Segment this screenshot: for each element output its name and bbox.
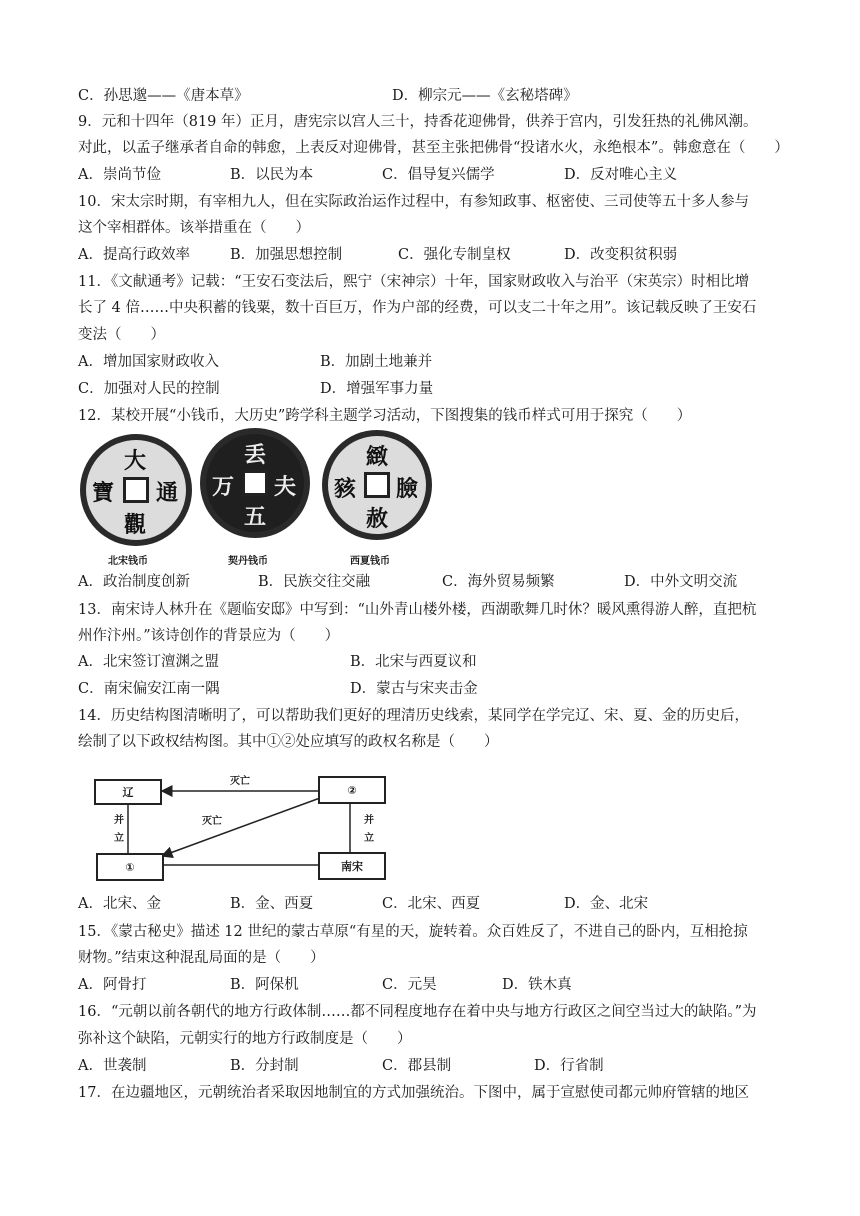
label-bing-li-1: 并立	[114, 815, 124, 844]
q12-option-a: A．政治制度创新	[78, 574, 190, 590]
coin-char: 觀	[124, 512, 147, 538]
q9-stem-2: 对此，以孟子继承者自命的韩愈，上表反对迎佛骨，甚至主张把佛骨“投诸水火，永绝根本”。韩愈意在（ ）	[78, 140, 789, 156]
q11-option-d: D．增强军事力量	[320, 381, 434, 397]
coin-char: 丢	[244, 442, 267, 468]
q10-option-d: D．改变积贫积弱	[564, 247, 678, 263]
q14-stem-2: 绘制了以下政权结构图。其中①②处应填写的政权名称是（ ）	[78, 734, 499, 750]
q15-option-b: B．阿保机	[230, 977, 299, 993]
coin-char: 万	[212, 474, 235, 500]
q15-option-c: C．元昊	[382, 977, 437, 993]
coin-caption: 西夏钱币	[350, 556, 390, 567]
q12-stem: 12．某校开展“小钱币，大历史”跨学科主题学习活动，下图搜集的钱币样式可用于探究（ ）	[78, 408, 692, 424]
q9-option-a: A．崇尚节俭	[78, 167, 161, 183]
q14-option-d: D．金、北宋	[564, 896, 649, 912]
coin-char: 大	[124, 448, 147, 474]
label-mie-wang-2: 灭亡	[202, 816, 222, 827]
q14-option-a: A．北宋、金	[78, 896, 161, 912]
q11-stem-1: 11．《文献通考》记载：“王安石变法后，熙宁（宋神宗）十年，国家财政收入与治平（宋英宗）时相比增	[78, 274, 750, 290]
q12-option-d: D．中外文明交流	[624, 574, 738, 590]
q9-option-b: B．以民为本	[230, 167, 314, 183]
q11-option-b: B．加剧土地兼并	[320, 354, 433, 370]
q11-option-c: C．加强对人民的控制	[78, 381, 220, 397]
q12-option-c: C．海外贸易频繁	[442, 574, 555, 590]
coin-caption: 契丹钱币	[228, 556, 268, 567]
q13-option-d: D．蒙古与宋夹击金	[350, 681, 478, 697]
coin-char: 緻	[366, 444, 389, 470]
coin-char: 赦	[366, 506, 389, 532]
q10-option-a: A．提高行政效率	[78, 247, 190, 263]
q13-option-c: C．南宋偏安江南一隅	[78, 681, 220, 697]
q13-option-b: B．北宋与西夏议和	[350, 654, 477, 670]
coin-char: 夫	[274, 474, 297, 500]
box-nansong: 南宋	[318, 852, 386, 880]
q8-option-d: D．柳宗元——《玄秘塔碑》	[392, 88, 578, 104]
q13-stem-2: 州作汴州。”该诗创作的背景应为（ ）	[78, 628, 340, 644]
q17-stem: 17．在边疆地区，元朝统治者采取因地制宜的方式加强统治。下图中，属于宣慰使司都元帅府管辖的地区	[78, 1085, 749, 1101]
box-one: ①	[96, 853, 164, 881]
q11-stem-3: 变法（ ）	[78, 327, 165, 343]
q16-option-d: D．行省制	[534, 1058, 604, 1074]
q9-option-d: D．反对唯心主义	[564, 167, 678, 183]
box-liao: 辽	[94, 779, 162, 805]
q13-option-a: A．北宋签订澶渊之盟	[78, 654, 219, 670]
q11-option-a: A．增加国家财政收入	[78, 354, 219, 370]
q16-option-a: A．世袭制	[78, 1058, 147, 1074]
coin-char: 臉	[396, 476, 419, 502]
q15-option-d: D．铁木真	[502, 977, 572, 993]
q14-stem-1: 14．历史结构图清晰明了，可以帮助我们更好的理清历史线索，某同学在学完辽、宋、夏、金的历史后，	[78, 708, 749, 724]
label-mie-wang-1: 灭亡	[230, 776, 250, 787]
q16-option-b: B．分封制	[230, 1058, 299, 1074]
q12-option-b: B．民族交往交融	[258, 574, 371, 590]
q10-stem-2: 这个宰相群体。该举措重在（ ）	[78, 220, 310, 236]
q9-stem-1: 9．元和十四年（819 年）正月，唐宪宗以宫人三十，持香花迎佛骨，供养于宫内，引发狂热的礼佛风潮。	[78, 114, 758, 130]
coin-char: 豥	[334, 476, 357, 502]
label-bing-li-2: 并立	[364, 815, 374, 844]
q15-stem-2: 财物。”结束这种混乱局面的是（ ）	[78, 950, 325, 966]
q15-option-a: A．阿骨打	[78, 977, 147, 993]
q15-stem-1: 15．《蒙古秘史》描述 12 世纪的蒙古草原“有星的天，旋转着。众百姓反了，不进自己的卧内，互相抢掠	[78, 924, 748, 940]
q10-option-c: C．强化专制皇权	[398, 247, 511, 263]
coin-char: 寶	[92, 480, 115, 506]
q14-option-c: C．北宋、西夏	[382, 896, 481, 912]
q14-option-b: B．金、西夏	[230, 896, 314, 912]
box-two: ②	[318, 776, 386, 804]
q11-stem-2: 长了 4 倍……中央积蓄的钱粟，数十百巨万，作为户部的经费，可以支二十年之用”。该记载反映了王安石	[78, 300, 757, 316]
q16-stem-2: 弥补这个缺陷，元朝实行的地方行政制度是（ ）	[78, 1031, 412, 1047]
coin-caption: 北宋钱币	[108, 556, 148, 567]
q9-option-c: C．倡导复兴儒学	[382, 167, 495, 183]
q16-stem-1: 16．“元朝以前各朝代的地方行政体制……都不同程度地存在着中央与地方行政区之间空当过大的缺陷。”为	[78, 1004, 757, 1020]
q13-stem-1: 13．南宋诗人林升在《题临安邸》中写到：“山外青山楼外楼，西湖歌舞几时休？暖风熏得游人醉，直把杭	[78, 602, 757, 618]
q16-option-c: C．郡县制	[382, 1058, 452, 1074]
arrow-one	[162, 798, 320, 856]
q8-option-c: C．孙思邈——《唐本草》	[78, 88, 249, 104]
q10-stem-1: 10．宋太宗时期，有宰相九人，但在实际政治运作过程中，有参知政事、枢密使、三司使等五十多人参与	[78, 194, 749, 210]
coin-char: 五	[244, 504, 267, 530]
q10-option-b: B．加强思想控制	[230, 247, 343, 263]
coin-char: 通	[156, 480, 179, 506]
